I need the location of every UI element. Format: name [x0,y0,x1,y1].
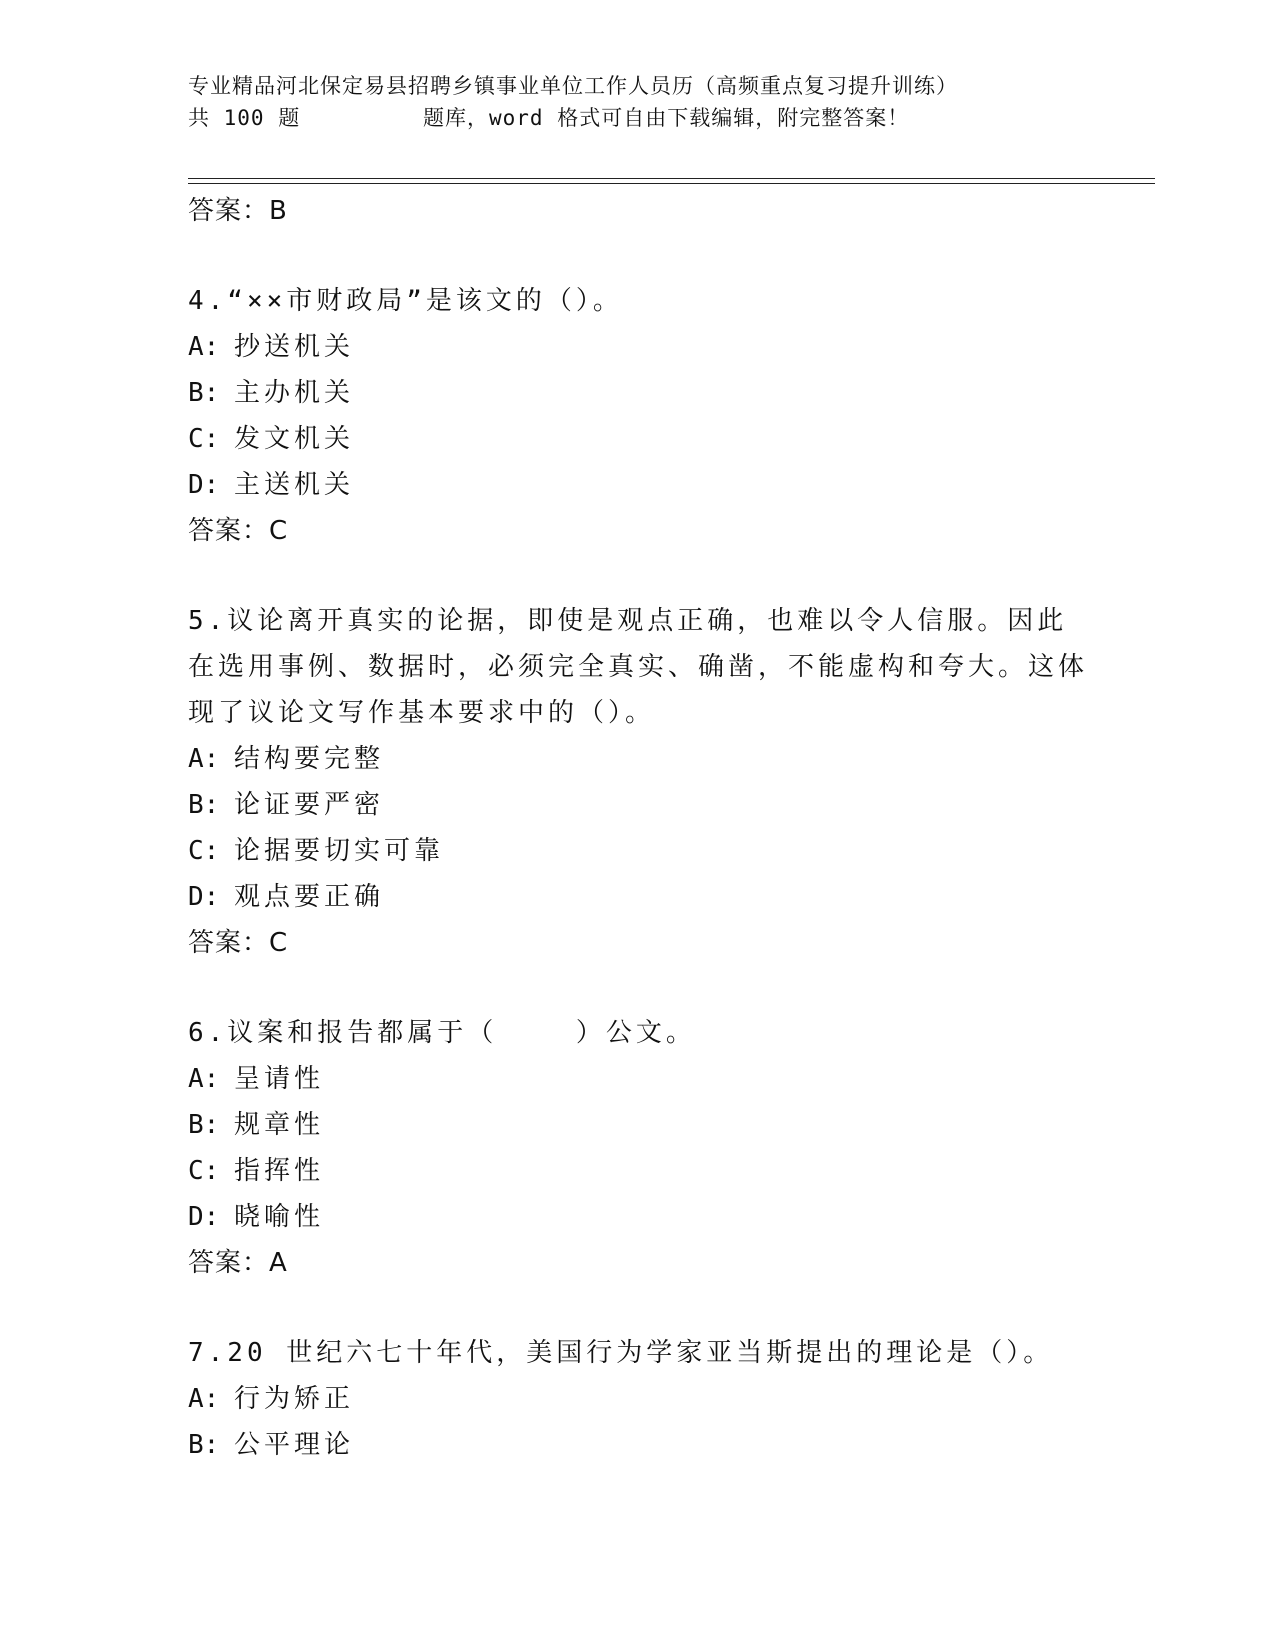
option-text: 论证要严密 [234,790,385,820]
option-c [188,1148,1088,1194]
option-text: 公平理论 [234,1430,355,1460]
option-label: C: [188,836,220,866]
question-text: 5.议论离开真实的论据，即使是观点正确，也难以令人信服。因此在选用事例、数据时，必须完全真实、确凿，不能虚构和夸大。这体现了议论文写作基本要求中的（）。 [188,606,1089,728]
option-text: 发文机关 [234,424,355,454]
header-rule-top [188,178,1155,179]
option-d [188,1194,1088,1240]
question-text: 6.议案和报告都属于（ ）公文。 [188,1018,696,1048]
option-label: B: [188,378,220,408]
option-text: 晓喻性 [234,1202,325,1232]
answer-line: 答案：A [188,1248,288,1278]
option-a [188,324,1088,370]
option-label: B: [188,790,220,820]
option-a [188,1376,1088,1422]
option-text: 观点要正确 [234,882,385,912]
option-text: 规章性 [234,1110,325,1140]
option-label: A: [188,1064,220,1094]
option-label: D: [188,470,220,500]
question-5 [188,598,1088,966]
question-4 [188,278,1088,554]
question-text: 7.20 世纪六七十年代，美国行为学家亚当斯提出的理论是（）。 [188,1338,1054,1368]
option-label: B: [188,1430,220,1460]
header-subtitle: 共 100 题 题库，word 格式可自由下载编辑，附完整答案！ [188,106,910,130]
option-a [188,1056,1088,1102]
option-label: A: [188,1384,220,1414]
option-text: 结构要完整 [234,744,385,774]
option-text: 主送机关 [234,470,355,500]
header-title: 专业精品河北保定易县招聘乡镇事业单位工作人员历（高频重点复习提升训练） [188,74,958,98]
option-text: 行为矫正 [234,1384,355,1414]
option-label: C: [188,1156,220,1186]
option-d [188,874,1088,920]
option-text: 呈请性 [234,1064,325,1094]
option-b [188,782,1088,828]
option-text: 抄送机关 [234,332,355,362]
option-c [188,416,1088,462]
option-b [188,370,1088,416]
question-7 [188,1330,1088,1468]
option-d [188,462,1088,508]
option-text: 指挥性 [234,1156,325,1186]
option-label: A: [188,332,220,362]
option-b [188,1102,1088,1148]
document-header [188,70,1088,134]
option-text: 论据要切实可靠 [234,836,445,866]
option-label: D: [188,882,220,912]
option-b [188,1422,1088,1468]
answer-line: 答案：B [188,196,288,226]
option-label: B: [188,1110,220,1140]
question-list [188,188,1088,1468]
option-label: C: [188,424,220,454]
answer-line: 答案：C [188,516,289,546]
option-text: 主办机关 [234,378,355,408]
option-label: A: [188,744,220,774]
option-a [188,736,1088,782]
answer-line: 答案：C [188,928,289,958]
option-c [188,828,1088,874]
question-6 [188,1010,1088,1286]
option-label: D: [188,1202,220,1232]
question-text: 4.“××市财政局”是该文的（）。 [188,286,623,316]
header-rule-bottom [188,183,1155,184]
